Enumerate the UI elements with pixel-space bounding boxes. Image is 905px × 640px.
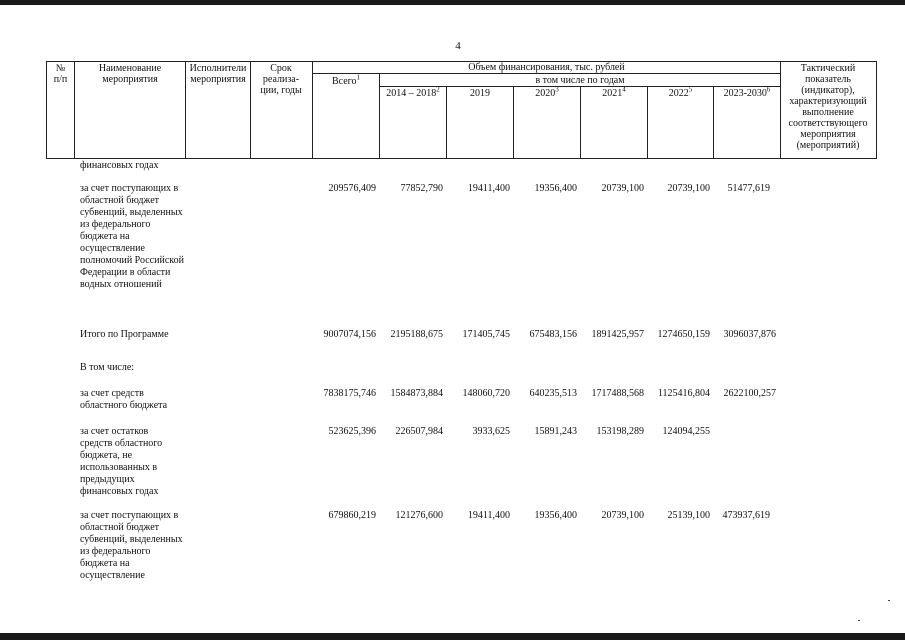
value-2023-2030: 2622100,257: [723, 388, 776, 399]
value-2023-2030: 51477,619: [727, 183, 770, 194]
header-executors: Исполнители мероприятия: [189, 63, 247, 85]
header-by-years: в том числе по годам: [535, 75, 625, 86]
header-name: Наименование мероприятия: [98, 63, 162, 85]
value-2022: 1125416,804: [657, 388, 710, 399]
v-line: [74, 61, 75, 159]
header-term: Срок реализа-ции, годы: [260, 63, 302, 96]
row-name: Итого по Программе: [80, 329, 169, 340]
row-name: В том числе:: [80, 362, 135, 373]
value-2019: 19411,400: [467, 510, 510, 521]
value-2022: 124094,255: [662, 426, 710, 437]
row-name: за счет поступающих в областной бюджет субвенций, выделенных из федерального бюджета на осуществление полномочий Российской Федерации в области водных отношений: [80, 183, 184, 290]
header-total: Всего$^1$: [331, 73, 361, 87]
v-line: [780, 61, 781, 159]
header-year: 2014 – 2018$^2$: [386, 85, 440, 99]
value-2020: 15891,243: [534, 426, 577, 437]
value-2023-2030: 473937,619: [722, 510, 770, 521]
value-total: 7838175,746: [323, 388, 376, 399]
scan-speck: [888, 600, 890, 601]
value-2021: 20739,100: [601, 183, 644, 194]
header-no: № п/п: [53, 63, 68, 85]
header-bottom-line: [46, 158, 877, 159]
value-2014-2018: 121276,600: [395, 510, 443, 521]
value-2020: 19356,400: [534, 183, 577, 194]
value-2021: 1717488,568: [591, 388, 644, 399]
funding-sub-line: [312, 73, 780, 74]
value-2014-2018: 77852,790: [400, 183, 443, 194]
value-total: 9007074,156: [323, 329, 376, 340]
value-2020: 19356,400: [534, 510, 577, 521]
value-2020: 640235,513: [529, 388, 577, 399]
value-2014-2018: 226507,984: [395, 426, 443, 437]
value-2021: 153198,289: [596, 426, 644, 437]
v-line: [876, 61, 877, 159]
value-2022: 25139,100: [667, 510, 710, 521]
v-line: [250, 61, 251, 159]
header-year: 2022$^5$: [668, 85, 693, 99]
value-2022: 1274650,159: [657, 329, 710, 340]
header-year: 2019: [470, 88, 490, 99]
header-year: 2020$^3$: [535, 85, 559, 99]
value-total: 523625,396: [328, 426, 376, 437]
value-2020: 675483,156: [529, 329, 577, 340]
scan-border-bottom: [0, 633, 905, 640]
header-funding: Объем финансирования, тыс. рублей: [468, 62, 625, 73]
value-2019: 3933,625: [472, 426, 510, 437]
row-name: за счет средств областного бюджета: [80, 388, 168, 411]
value-2014-2018: 2195188,675: [390, 329, 443, 340]
page-number: 4: [455, 40, 461, 52]
value-2019: 148060,720: [462, 388, 510, 399]
row-name: за счет поступающих в областной бюджет субвенций, выделенных из федерального бюджета на осуществление: [80, 510, 183, 581]
header-year: 2023-2030$^6$: [723, 85, 771, 99]
value-2014-2018: 1584873,884: [390, 388, 443, 399]
value-2022: 20739,100: [667, 183, 710, 194]
value-2019: 171405,745: [462, 329, 510, 340]
row-name: за счет остатков средств областного бюджета, не использованных в предыдущих финансовых годах: [80, 426, 163, 497]
header-year: 2021$^4$: [602, 85, 626, 99]
value-2021: 1891425,957: [591, 329, 644, 340]
value-2021: 20739,100: [601, 510, 644, 521]
scan-border-top: [0, 0, 905, 5]
value-2019: 19411,400: [467, 183, 510, 194]
scan-speck: [858, 620, 860, 621]
value-total: 209576,409: [328, 183, 376, 194]
header-indicator: Тактический показатель (индикатор), характеризующий выполнение соответствующего мероприятия (мероприятий): [788, 63, 868, 151]
row-name: финансовых годах: [80, 160, 159, 171]
value-2023-2030: 3096037,876: [723, 329, 776, 340]
value-total: 679860,219: [328, 510, 376, 521]
